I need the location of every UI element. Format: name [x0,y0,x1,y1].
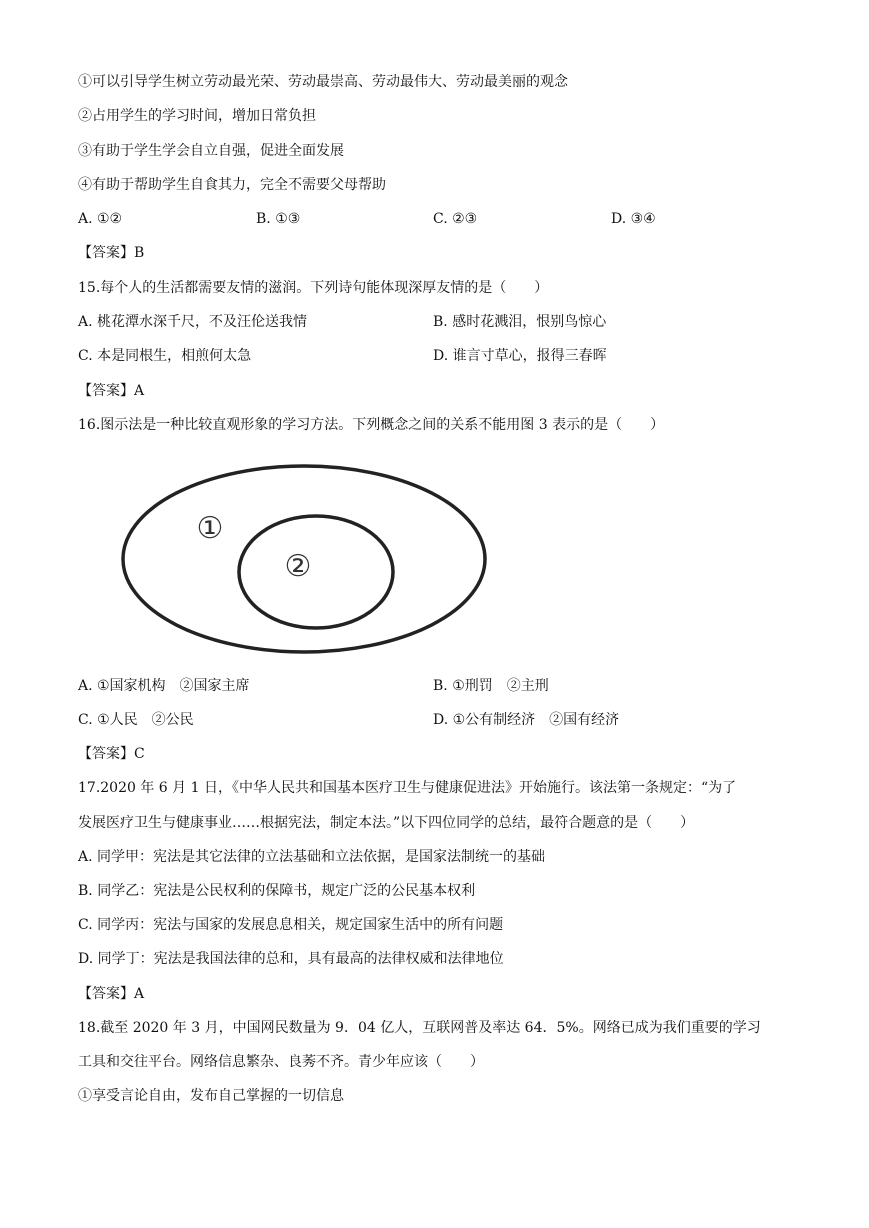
q18-stem-line-1: 18.截至 2020 年 3 月，中国网民数量为 9．04 亿人，互联网普及率达 64．5%。网络已成为我们重要的学习 [78,1020,761,1036]
q16-option-a: A. ①国家机构 ②国家主席 [78,678,250,694]
q14-option-c: C. ②③ [433,211,478,227]
q15-option-c: C. 本是同根生，相煎何太急 [78,348,252,364]
q14-option-b: B. ①③ [256,211,301,227]
q14-option-a: A. ①② [78,211,123,227]
q14-statement-1: ①可以引导学生树立劳动最光荣、劳动最崇高、劳动最伟大、劳动最美丽的观念 [78,74,568,90]
q16-option-b: B. ①刑罚 ②主刑 [433,678,549,694]
q15-option-a: A. 桃花潭水深千尺，不及汪伦送我情 [78,314,308,330]
q17-option-d: D. 同学丁：宪法是我国法律的总和，具有最高的法律权威和法律地位 [78,951,504,967]
q16-stem: 16.图示法是一种比较直观形象的学习方法。下列概念之间的关系不能用图 3 表示的是（ ） [78,417,665,433]
q18-stem-line-2: 工具和交往平台。网络信息繁杂、良莠不齐。青少年应该（ ） [78,1054,484,1070]
q17-answer: 【答案】A [78,986,145,1002]
q17-stem-line-1: 17.2020 年 6 月 1 日，《中华人民共和国基本医疗卫生与健康促进法》开始施行。该法第一条规定：“为了 [78,780,737,796]
nested-ellipses-figure [118,460,490,658]
inner-ellipse [239,516,393,628]
q18-statement-1: ①享受言论自由，发布自己掌握的一切信息 [78,1088,344,1104]
q14-answer: 【答案】B [78,245,145,261]
q17-option-c: C. 同学丙：宪法与国家的发展息息相关，规定国家生活中的所有问题 [78,917,504,933]
q17-option-a: A. 同学甲：宪法是其它法律的立法基础和立法依据，是国家法制统一的基础 [78,849,546,865]
q15-option-b: B. 感时花溅泪，恨别鸟惊心 [433,314,607,330]
q15-answer: 【答案】A [78,383,145,399]
outer-ellipse-label: ① [196,511,224,546]
q15-stem: 15.每个人的生活都需要友情的滋润。下列诗句能体现深厚友情的是（ ） [78,280,549,296]
inner-ellipse-label: ② [284,549,312,584]
q14-statement-3: ③有助于学生学会自立自强，促进全面发展 [78,143,344,159]
q14-option-d: D. ③④ [611,211,656,227]
q17-option-b: B. 同学乙：宪法是公民权利的保障书，规定广泛的公民基本权利 [78,883,476,899]
q16-answer: 【答案】C [78,746,145,762]
q15-option-d: D. 谁言寸草心，报得三春晖 [433,348,607,364]
q14-statement-2: ②占用学生的学习时间，增加日常负担 [78,108,316,124]
q14-statement-4: ④有助于帮助学生自食其力，完全不需要父母帮助 [78,177,386,193]
q16-option-c: C. ①人民 ②公民 [78,712,194,728]
q17-stem-line-2: 发展医疗卫生与健康事业……根据宪法，制定本法。”以下四位同学的总结，最符合题意的是（ ） [78,815,695,831]
q16-option-d: D. ①公有制经济 ②国有经济 [433,712,620,728]
